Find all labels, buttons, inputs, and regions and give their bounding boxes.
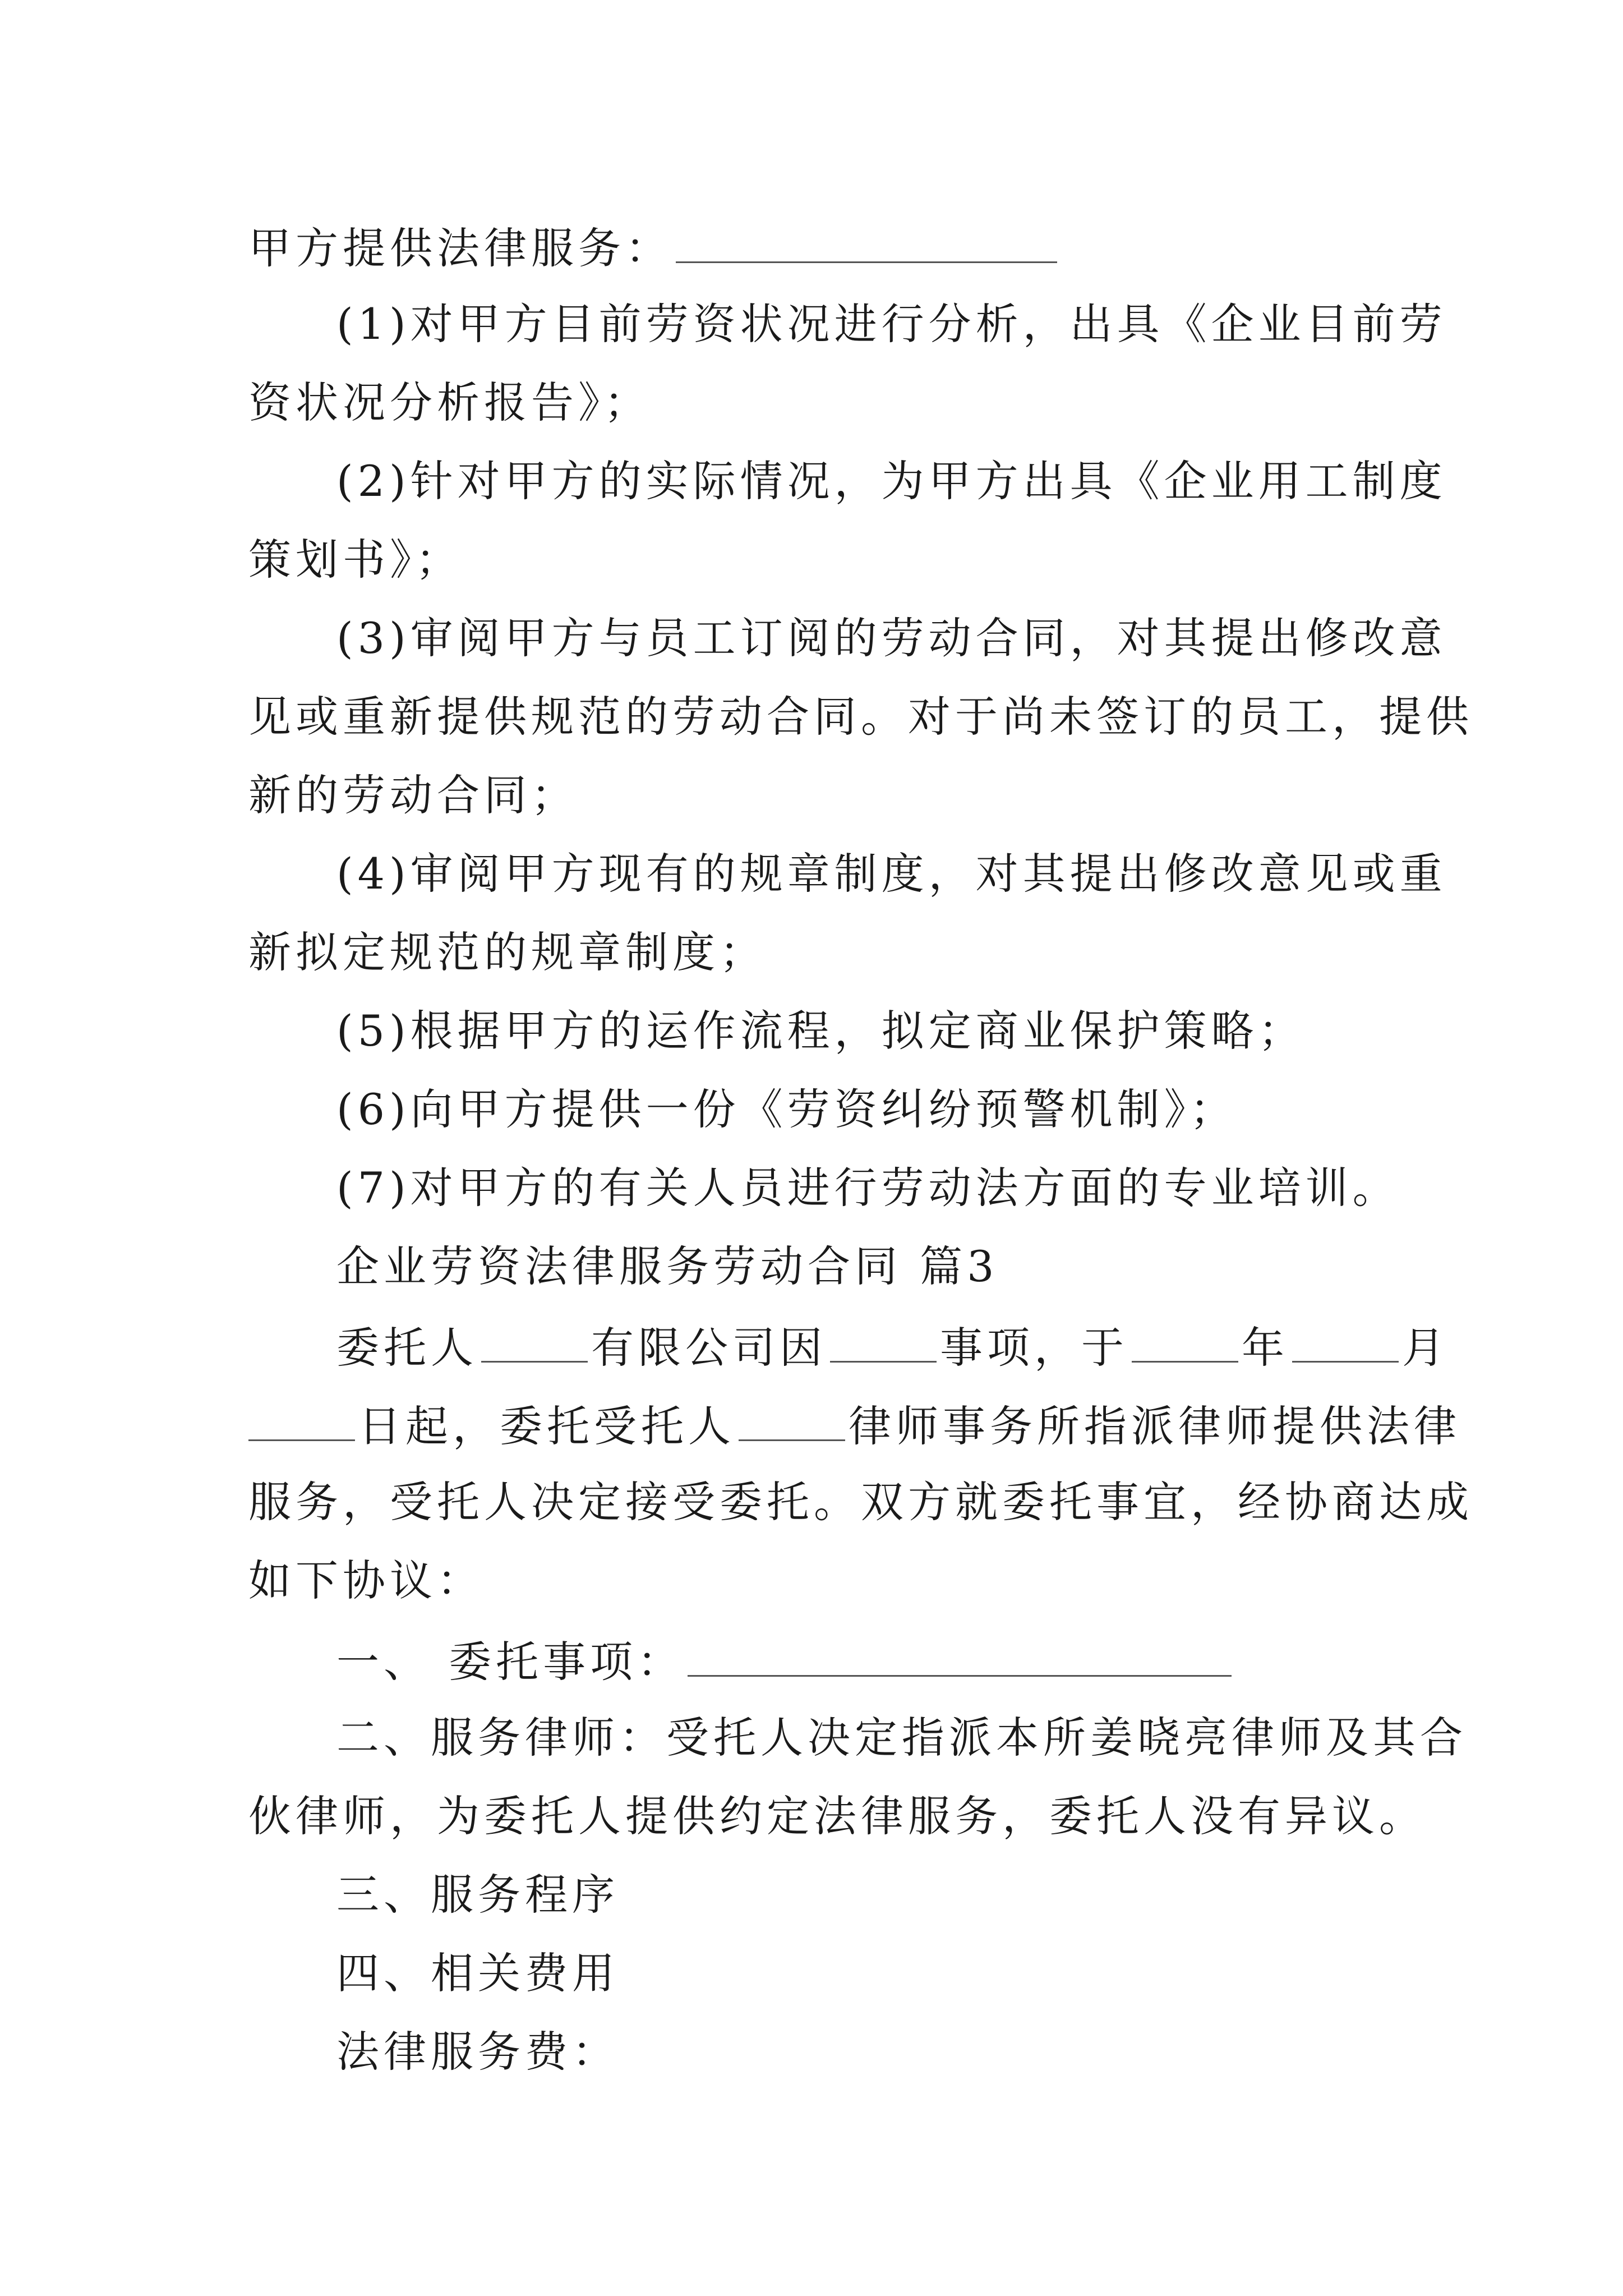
blank-field[interactable] (830, 1324, 937, 1363)
paragraph-item-4-line1: (4)审阅甲方现有的规章制度，对其提出修改意见或重 (336, 849, 1447, 899)
text: 一、 委托事项： (336, 1637, 685, 1687)
blank-field[interactable] (676, 224, 1057, 263)
paragraph-client-line4: 如下协议： (248, 1556, 484, 1605)
text: 事项，于 (940, 1323, 1128, 1373)
paragraph-service-intro (248, 223, 1061, 273)
paragraph-item-4-line2: 新拟定规范的规章制度； (248, 927, 767, 977)
text: 甲方提供法律服务： (248, 223, 672, 273)
paragraph-item-2-line2: 策划书》； (248, 535, 463, 585)
text: 有限公司因 (591, 1323, 827, 1373)
blank-field[interactable] (739, 1402, 845, 1441)
blank-field[interactable] (481, 1324, 588, 1363)
clause-4: 四、相关费用 (336, 1948, 619, 1998)
clause-2-line1: 二、服务律师：受托人决定指派本所姜晓亮律师及其合 (336, 1713, 1467, 1763)
clause-1 (336, 1637, 1235, 1687)
text: 律师事务所指派律师提供法律 (849, 1401, 1461, 1451)
text: 委托人 (336, 1323, 478, 1373)
section-heading: 企业劳资法律服务劳动合同 篇3 (336, 1241, 999, 1291)
paragraph-item-5: (5)根据甲方的运作流程，拟定商业保护策略； (336, 1006, 1306, 1056)
text: 月 (1402, 1323, 1449, 1373)
paragraph-item-3-line2: 见或重新提供规范的劳动合同。对于尚未签订的员工，提供 (248, 692, 1473, 742)
blank-field[interactable] (1132, 1324, 1238, 1363)
blank-field[interactable] (1292, 1324, 1399, 1363)
paragraph-client-line1 (336, 1323, 1449, 1373)
clause-2-line2: 伙律师，为委托人提供约定法律服务，委托人没有异议。 (248, 1791, 1426, 1841)
paragraph-client-line2 (248, 1401, 1461, 1451)
clause-3: 三、服务程序 (336, 1870, 619, 1920)
blank-field[interactable] (688, 1638, 1232, 1677)
paragraph-item-7: (7)对甲方的有关人员进行劳动法方面的专业培训。 (336, 1163, 1400, 1213)
paragraph-item-2-line1: (2)针对甲方的实际情况，为甲方出具《企业用工制度 (336, 456, 1447, 506)
text: 日起，委托受托人 (358, 1401, 735, 1451)
paragraph-item-1-line1: (1)对甲方目前劳资状况进行分析，出具《企业目前劳 (336, 299, 1447, 349)
legal-fee: 法律服务费： (336, 2027, 619, 2077)
paragraph-item-3-line1: (3)审阅甲方与员工订阅的劳动合同，对其提出修改意 (336, 613, 1447, 663)
paragraph-item-1-line2: 资状况分析报告》； (248, 378, 651, 427)
blank-field[interactable] (248, 1402, 355, 1441)
paragraph-client-line3: 服务，受托人决定接受委托。双方就委托事宜，经协商达成 (248, 1477, 1473, 1527)
paragraph-item-6: (6)向甲方提供一份《劳资纠纷预警机制》； (336, 1084, 1237, 1134)
paragraph-item-3-line3: 新的劳动合同； (248, 770, 578, 820)
text: 年 (1242, 1323, 1289, 1373)
